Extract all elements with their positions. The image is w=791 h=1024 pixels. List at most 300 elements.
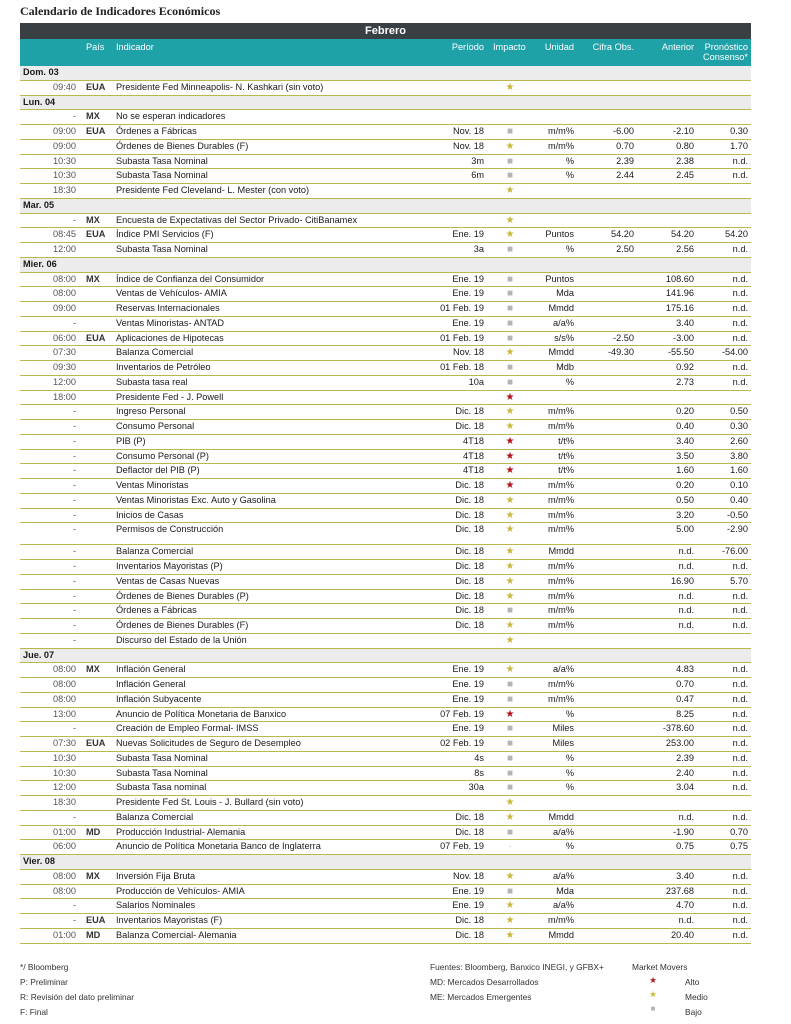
period-cell: Ene. 19 [452, 229, 484, 240]
period-cell: Dic. 18 [455, 590, 484, 601]
grey-square-icon: ■ [506, 826, 514, 838]
time-cell: 18:30 [53, 797, 76, 807]
table-row [20, 391, 751, 406]
table-row [20, 781, 751, 796]
unit-cell: a/a% [553, 317, 574, 328]
time-cell: - [72, 406, 76, 417]
forecast-cell: n.d. [732, 708, 748, 719]
note-revision: R: Revisión del dato preliminar [20, 992, 135, 1002]
time-cell: - [72, 561, 76, 571]
table-row [20, 376, 751, 391]
time-cell: 09:00 [53, 140, 76, 151]
olive-star-icon: ★ [505, 214, 515, 226]
period-cell: 07 Feb. 19 [440, 841, 484, 852]
time-cell: 08:00 [53, 273, 76, 284]
previous-cell: 141.96 [665, 288, 694, 299]
time-cell: 10:30 [53, 170, 76, 181]
legend-bajo: Bajo [685, 1007, 702, 1017]
red-star-icon: ★ [505, 450, 515, 462]
period-cell: 4T18 [463, 450, 484, 461]
olive-star-icon: ★ [505, 634, 515, 646]
note-final: F: Final [20, 1007, 48, 1017]
period-cell: 6m [471, 170, 484, 181]
forecast-cell: n.d. [732, 605, 748, 616]
observed-cell: 54.20 [611, 229, 634, 240]
forecast-cell: 0.30 [730, 421, 748, 431]
observed-cell: -6.00 [613, 126, 634, 136]
country-cell: EUA [86, 229, 106, 240]
indicator-cell: Ventas Minoristas- ANTAD [116, 317, 225, 328]
indicator-cell: Discurso del Estado de la Unión [116, 634, 247, 645]
olive-star-icon: ★ [505, 590, 515, 602]
indicator-cell: Inflación General [116, 664, 186, 675]
time-cell: 01:00 [53, 929, 76, 940]
unit-cell: m/m% [547, 620, 574, 630]
unit-cell: % [565, 244, 574, 254]
period-cell: 01 Feb. 19 [440, 332, 484, 343]
day-header-row [20, 649, 751, 664]
indicator-cell: Producción Industrial- Alemania [116, 826, 246, 837]
forecast-cell: n.d. [732, 782, 748, 793]
unit-cell: m/m% [547, 509, 574, 520]
indicator-cell: Subasta Tasa Nominal [116, 752, 208, 763]
observed-cell: -2.50 [613, 332, 634, 343]
olive-star-icon: ★ [505, 185, 515, 196]
indicator-cell: No se esperan indicadores [116, 111, 226, 122]
period-cell: Dic. 18 [455, 509, 484, 520]
period-cell: 02 Feb. 19 [440, 738, 484, 748]
period-cell: 3a [473, 244, 484, 254]
market-movers-title: Market Movers [632, 962, 688, 972]
indicator-cell: Producción de Vehículos- AMIA [116, 885, 245, 896]
unit-cell: m/m% [547, 915, 574, 925]
forecast-cell: -0.50 [727, 509, 748, 520]
observed-cell: -49.30 [607, 347, 634, 358]
olive-star-icon: ★ [505, 870, 515, 882]
note-preliminar: P: Preliminar [20, 977, 68, 987]
period-cell: Dic. 18 [455, 605, 484, 616]
table-row [20, 214, 751, 229]
observed-cell: 2.50 [616, 244, 634, 254]
time-cell: 12:00 [53, 782, 76, 793]
observed-cell: 0.70 [616, 140, 634, 151]
time-cell: 08:00 [53, 664, 76, 675]
period-cell: Dic. 18 [455, 929, 484, 940]
previous-cell: n.d. [678, 915, 694, 925]
table-row [20, 494, 751, 509]
time-cell: - [72, 509, 76, 520]
country-cell: EUA [86, 915, 106, 925]
table-row [20, 619, 751, 634]
table-row [20, 693, 751, 708]
previous-cell: 0.50 [676, 494, 694, 505]
day-header-row [20, 199, 751, 214]
previous-cell: 108.60 [665, 273, 694, 284]
indicator-cell: Subasta Tasa Nominal [116, 767, 208, 778]
indicator-cell: Órdenes a Fábricas [116, 126, 197, 136]
forecast-cell: n.d. [732, 752, 748, 763]
day-label: Lun. 04 [23, 96, 56, 107]
forecast-cell: 1.70 [730, 140, 748, 151]
time-cell: 08:00 [53, 679, 76, 689]
forecast-cell: 0.30 [730, 126, 748, 136]
forecast-cell: n.d. [732, 693, 748, 704]
unit-cell: Miles [552, 738, 574, 748]
forecast-cell: n.d. [732, 679, 748, 689]
grey-square-icon: ■ [506, 738, 514, 749]
unit-cell: t/t% [558, 450, 574, 461]
unit-cell: m/m% [547, 524, 574, 535]
indicator-cell: Subasta Tasa Nominal [116, 155, 208, 166]
period-cell: Dic. 18 [455, 546, 484, 557]
unit-cell: Puntos [545, 229, 574, 240]
header-pronostico-line1: Pronóstico [704, 42, 748, 52]
unit-cell: Mmdd [548, 303, 574, 313]
indicator-cell: Inventarios de Petróleo [116, 362, 211, 372]
note-bloomberg: */ Bloomberg [20, 962, 69, 972]
time-cell: - [72, 634, 76, 645]
olive-star-icon: ★ [505, 620, 515, 631]
indicator-cell: Balanza Comercial [116, 811, 194, 822]
period-cell: Dic. 18 [455, 826, 484, 837]
unit-cell: Mmdd [548, 811, 574, 822]
table-row [20, 435, 751, 450]
indicator-cell: Salarios Nominales [116, 900, 196, 911]
previous-cell: 0.75 [676, 841, 694, 852]
forecast-cell: n.d. [732, 723, 748, 734]
previous-cell: 253.00 [665, 738, 694, 748]
header-cifra: Cifra Obs. [592, 42, 634, 52]
previous-cell: -3.00 [673, 332, 694, 343]
time-cell: 08:45 [53, 229, 76, 240]
country-cell: MD [86, 826, 101, 837]
unit-cell: m/m% [547, 126, 574, 136]
table-row [20, 287, 751, 302]
olive-star-icon: ★ [505, 797, 515, 808]
period-cell: Ene. 19 [452, 679, 484, 689]
header-unidad: Unidad [544, 42, 574, 52]
table-row [20, 361, 751, 376]
day-header-row [20, 258, 751, 273]
unit-cell: m/m% [547, 480, 574, 490]
indicator-cell: Órdenes de Bienes Durables (F) [116, 620, 249, 630]
time-cell: 10:30 [53, 155, 76, 166]
indicator-cell: Ventas Minoristas Exc. Auto y Gasolina [116, 494, 276, 505]
time-cell: - [72, 620, 76, 630]
grey-square-icon: ■ [506, 317, 514, 329]
indicator-cell: Inflación General [116, 679, 186, 689]
table-row [20, 523, 751, 545]
olive-star-icon: ★ [505, 494, 515, 506]
table-row [20, 708, 751, 723]
forecast-cell: n.d. [732, 376, 748, 387]
table-row [20, 332, 751, 347]
forecast-cell: 0.50 [730, 406, 748, 417]
time-cell: 10:30 [53, 767, 76, 778]
red-star-icon: ★ [649, 975, 657, 985]
red-star-icon: ★ [505, 435, 515, 447]
time-cell: 08:00 [53, 288, 76, 299]
time-cell: 18:30 [53, 185, 76, 195]
table-row [20, 317, 751, 332]
table-row [20, 155, 751, 170]
olive-star-icon: ★ [505, 900, 515, 912]
previous-cell: 2.56 [676, 244, 694, 254]
previous-cell: -55.50 [667, 347, 694, 358]
unit-cell: % [565, 708, 574, 719]
observed-cell: 2.39 [616, 155, 634, 166]
time-cell: 06:00 [53, 332, 76, 343]
indicator-cell: Subasta Tasa Nominal [116, 170, 208, 181]
grey-square-icon: ■ [506, 605, 514, 617]
forecast-cell: n.d. [732, 929, 748, 940]
forecast-cell: n.d. [732, 915, 748, 925]
day-header-row [20, 96, 751, 111]
grey-square-icon: ■ [506, 155, 514, 167]
previous-cell: 54.20 [671, 229, 694, 240]
country-cell: EUA [86, 738, 106, 748]
grey-square-icon: ■ [506, 752, 514, 764]
unit-cell: m/m% [547, 590, 574, 601]
indicator-cell: Inventarios Mayoristas (F) [116, 915, 223, 925]
forecast-cell: n.d. [732, 288, 748, 299]
country-cell: EUA [86, 332, 106, 343]
country-cell: EUA [86, 126, 106, 136]
dot-icon: · [508, 841, 512, 853]
table-row [20, 560, 751, 575]
table-row [20, 509, 751, 524]
previous-cell: 3.50 [676, 450, 694, 461]
forecast-cell: n.d. [732, 317, 748, 328]
header-pais: País [86, 42, 105, 52]
unit-cell: Miles [552, 723, 574, 734]
forecast-cell: 0.75 [730, 841, 748, 852]
unit-cell: m/m% [547, 421, 574, 431]
time-cell: 09:40 [53, 81, 76, 92]
table-row [20, 678, 751, 693]
indicator-cell: Balanza Comercial- Alemania [116, 929, 237, 940]
forecast-cell: n.d. [732, 590, 748, 601]
grey-square-icon: ■ [506, 885, 514, 897]
unit-cell: m/m% [547, 679, 574, 689]
header-anterior: Anterior [661, 42, 694, 52]
unit-cell: Mmdd [548, 546, 574, 557]
olive-star-icon: ★ [505, 811, 515, 823]
previous-cell: 0.70 [676, 679, 694, 689]
grey-square-icon: ■ [650, 1004, 656, 1013]
period-cell: Nov. 18 [453, 126, 484, 136]
table-row [20, 545, 751, 560]
unit-cell: Mda [556, 885, 574, 896]
grey-square-icon: ■ [506, 782, 514, 794]
previous-cell: n.d. [678, 620, 694, 630]
time-cell: 18:00 [53, 391, 76, 402]
previous-cell: -1.90 [673, 826, 694, 837]
forecast-cell: n.d. [732, 620, 748, 630]
indicator-cell: Reservas Internacionales [116, 303, 220, 313]
table-row [20, 479, 751, 494]
indicator-cell: Deflactor del PIB (P) [116, 465, 200, 476]
previous-cell: 0.80 [676, 140, 694, 151]
previous-cell: 0.20 [676, 406, 694, 417]
period-cell: Ene. 19 [452, 885, 484, 896]
grey-square-icon: ■ [506, 244, 514, 255]
table-row [20, 140, 751, 155]
forecast-cell: 5.70 [730, 575, 748, 586]
period-cell: Ene. 19 [452, 900, 484, 911]
forecast-cell: 2.60 [730, 435, 748, 446]
indicator-cell: Presidente Fed Cleveland- L. Mester (con voto) [116, 185, 310, 195]
period-cell: Dic. 18 [455, 524, 484, 535]
indicator-cell: Encuesta de Expectativas del Sector Privado- CitiBanamex [116, 214, 358, 225]
time-cell: - [72, 435, 76, 446]
olive-star-icon: ★ [505, 915, 515, 926]
forecast-cell: n.d. [732, 767, 748, 778]
unit-cell: Puntos [545, 273, 574, 284]
time-cell: - [72, 317, 76, 328]
table-row [20, 590, 751, 605]
forecast-cell: n.d. [732, 561, 748, 571]
period-cell: 01 Feb. 19 [440, 303, 484, 313]
indicator-cell: Creación de Empleo Formal- IMSS [116, 723, 259, 734]
header-impacto: Impacto [493, 42, 526, 52]
period-cell: 01 Feb. 18 [440, 362, 484, 372]
time-cell: 10:30 [53, 752, 76, 763]
indicator-cell: Ventas de Casas Nuevas [116, 575, 220, 586]
period-cell: Dic. 18 [455, 480, 484, 490]
forecast-cell: n.d. [732, 332, 748, 343]
time-cell: - [72, 480, 76, 490]
period-cell: Dic. 18 [455, 575, 484, 586]
time-cell: 06:00 [53, 841, 76, 852]
day-label: Vier. 08 [23, 856, 56, 866]
table-row [20, 870, 751, 885]
indicator-cell: Inicios de Casas [116, 509, 184, 520]
country-cell: EUA [86, 81, 106, 92]
indicator-cell: Presidente Fed St. Louis - J. Bullard (sin voto) [116, 797, 304, 807]
forecast-cell: 54.20 [725, 229, 748, 240]
country-cell: MX [86, 273, 100, 284]
header-periodo: Período [451, 42, 484, 52]
indicator-cell: Órdenes de Bienes Durables (F) [116, 140, 249, 151]
table-row [20, 914, 751, 929]
indicator-cell: Índice de Confianza del Consumidor [116, 273, 265, 284]
period-cell: Ene. 19 [452, 317, 484, 328]
unit-cell: a/a% [553, 664, 574, 675]
previous-cell: 0.47 [676, 693, 694, 704]
table-row [20, 811, 751, 826]
grey-square-icon: ■ [506, 170, 514, 182]
legend-medio: Medio [685, 992, 708, 1002]
indicator-cell: Aplicaciones de Hipotecas [116, 332, 224, 343]
previous-cell: n.d. [678, 811, 694, 822]
indicator-cell: Ventas de Vehículos- AMIA [116, 288, 227, 299]
month-header: Febrero [20, 23, 751, 39]
previous-cell: 3.40 [676, 870, 694, 881]
column-headers [20, 39, 751, 66]
indicator-cell: Inventarios Mayoristas (P) [116, 561, 223, 571]
time-cell: 09:00 [53, 126, 76, 136]
indicator-cell: Permisos de Construcción [116, 524, 224, 535]
indicator-cell: Ventas Minoristas [116, 480, 189, 490]
unit-cell: m/m% [547, 561, 574, 571]
olive-star-icon: ★ [505, 575, 515, 587]
period-cell: Dic. 18 [455, 406, 484, 417]
table-row [20, 885, 751, 900]
olive-star-icon: ★ [505, 229, 515, 241]
country-cell: MX [86, 111, 100, 122]
grey-square-icon: ■ [506, 303, 514, 314]
indicator-cell: Presidente Fed - J. Powell [116, 391, 224, 402]
indicator-cell: Balanza Comercial [116, 546, 194, 557]
previous-cell: 2.45 [676, 170, 694, 181]
md-legend: MD: Mercados Desarrollados [430, 977, 539, 987]
period-cell: 4T18 [463, 435, 484, 446]
table-row [20, 737, 751, 752]
time-cell: 08:00 [53, 885, 76, 896]
red-star-icon: ★ [505, 391, 515, 403]
grey-square-icon: ■ [506, 126, 514, 137]
time-cell: - [72, 811, 76, 822]
period-cell: 10a [468, 376, 484, 387]
unit-cell: Mdb [556, 362, 574, 372]
olive-star-icon: ★ [505, 421, 515, 432]
olive-star-icon: ★ [505, 509, 515, 521]
unit-cell: s/s% [554, 332, 574, 343]
unit-cell: a/a% [553, 826, 574, 837]
table-row [20, 634, 751, 649]
unit-cell: m/m% [547, 140, 574, 151]
unit-cell: % [565, 155, 574, 166]
forecast-cell: n.d. [732, 362, 748, 372]
unit-cell: % [565, 841, 574, 852]
grey-square-icon: ■ [506, 376, 514, 388]
indicator-cell: Órdenes de Bienes Durables (P) [116, 590, 249, 601]
forecast-cell: n.d. [732, 811, 748, 822]
table-row [20, 302, 751, 317]
time-cell: - [72, 546, 76, 557]
table-row [20, 826, 751, 841]
time-cell: - [72, 605, 76, 616]
time-cell: 08:00 [53, 870, 76, 881]
time-cell: - [72, 465, 76, 476]
previous-cell: 3.20 [676, 509, 694, 520]
previous-cell: 8.25 [676, 708, 694, 719]
time-cell: - [72, 421, 76, 431]
table-row [20, 575, 751, 590]
grey-square-icon: ■ [506, 679, 514, 690]
indicator-cell: Subasta Tasa Nominal [116, 244, 208, 254]
unit-cell: m/m% [547, 693, 574, 704]
header-indicador: Indicador [116, 42, 154, 52]
day-label: Jue. 07 [23, 649, 55, 660]
previous-cell: 2.39 [676, 752, 694, 763]
country-cell: MX [86, 214, 100, 225]
previous-cell: 4.70 [676, 900, 694, 911]
previous-cell: 0.92 [676, 362, 694, 372]
olive-star-icon: ★ [505, 347, 515, 359]
sources-text: Fuentes: Bloomberg, Banxico INEGI, y GFBX+ [430, 962, 604, 972]
previous-cell: 4.83 [676, 664, 694, 675]
table-row [20, 450, 751, 465]
country-cell: MX [86, 664, 100, 675]
unit-cell: % [565, 782, 574, 793]
indicator-cell: Presidente Fed Minneapolis- N. Kashkari (sin voto) [116, 81, 324, 92]
forecast-cell: n.d. [732, 870, 748, 881]
period-cell: Dic. 18 [455, 811, 484, 822]
grey-square-icon: ■ [506, 332, 514, 344]
time-cell: - [72, 450, 76, 461]
